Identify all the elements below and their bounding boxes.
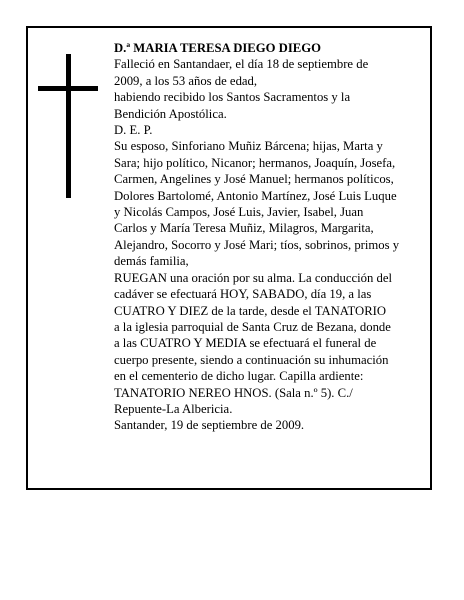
notice-line: a la iglesia parroquial de Santa Cruz de Bezana, donde <box>114 319 391 334</box>
cross-horizontal-bar <box>38 86 98 91</box>
notice-line: CUATRO Y DIEZ de la tarde, desde el TANATORIO <box>114 303 387 318</box>
notice-line: Su esposo, Sinforiano Muñiz Bárcena; hijas, Marta y <box>114 139 383 154</box>
notice-line: Alejandro, Socorro y José Mari; tíos, sobrinos, primos y <box>114 237 400 252</box>
notice-line: RUEGAN una oración por su alma. La conducción del <box>114 270 392 285</box>
cross-vertical-bar <box>66 54 71 198</box>
notice-line: Dolores Bartolomé, Antonio Martínez, José Luis Luque <box>114 188 397 203</box>
deceased-name: D.ª MARIA TERESA DIEGO DIEGO <box>114 41 321 55</box>
notice-line: demás familia, <box>114 254 189 269</box>
notice-line: Carlos y María Teresa Muñiz, Milagros, Margarita, <box>114 221 374 236</box>
notice-line: Bendición Apostólica. <box>114 106 227 121</box>
date-line: Santander, 19 de septiembre de 2009. <box>114 418 305 433</box>
notice-line: Carmen, Angelines y José Manuel; hermanos políticos, <box>114 172 394 187</box>
notice-line: cadáver se efectuará HOY, SABADO, día 19, a las <box>114 287 372 302</box>
notice-line: a las CUATRO Y MEDIA se efectuará el funeral de <box>114 336 377 351</box>
notice-line: y Nicolás Campos, José Luis, Javier, Isabel, Juan <box>114 205 364 220</box>
notice-line: Sara; hijo político, Nicanor; hermanos, Joaquín, Josefa, <box>114 155 396 170</box>
notice-line: habiendo recibido los Santos Sacramentos y la <box>114 90 351 105</box>
notice-line: Falleció en Santandaer, el día 18 de septiembre de <box>114 57 369 72</box>
notice-line: cuerpo presente, siendo a continuación su inhumación <box>114 352 389 367</box>
rip-line: D. E. P. <box>114 123 153 138</box>
cross-icon <box>38 54 98 198</box>
notice-line: Repuente-La Albericia. <box>114 401 233 416</box>
obituary-text <box>114 40 400 434</box>
notice-line: 2009, a los 53 años de edad, <box>114 73 258 88</box>
notice-line: TANATORIO NEREO HNOS. (Sala n.º 5). C./ <box>114 385 353 400</box>
notice-line: en el cementerio de dicho lugar. Capilla ardiente: <box>114 369 364 384</box>
